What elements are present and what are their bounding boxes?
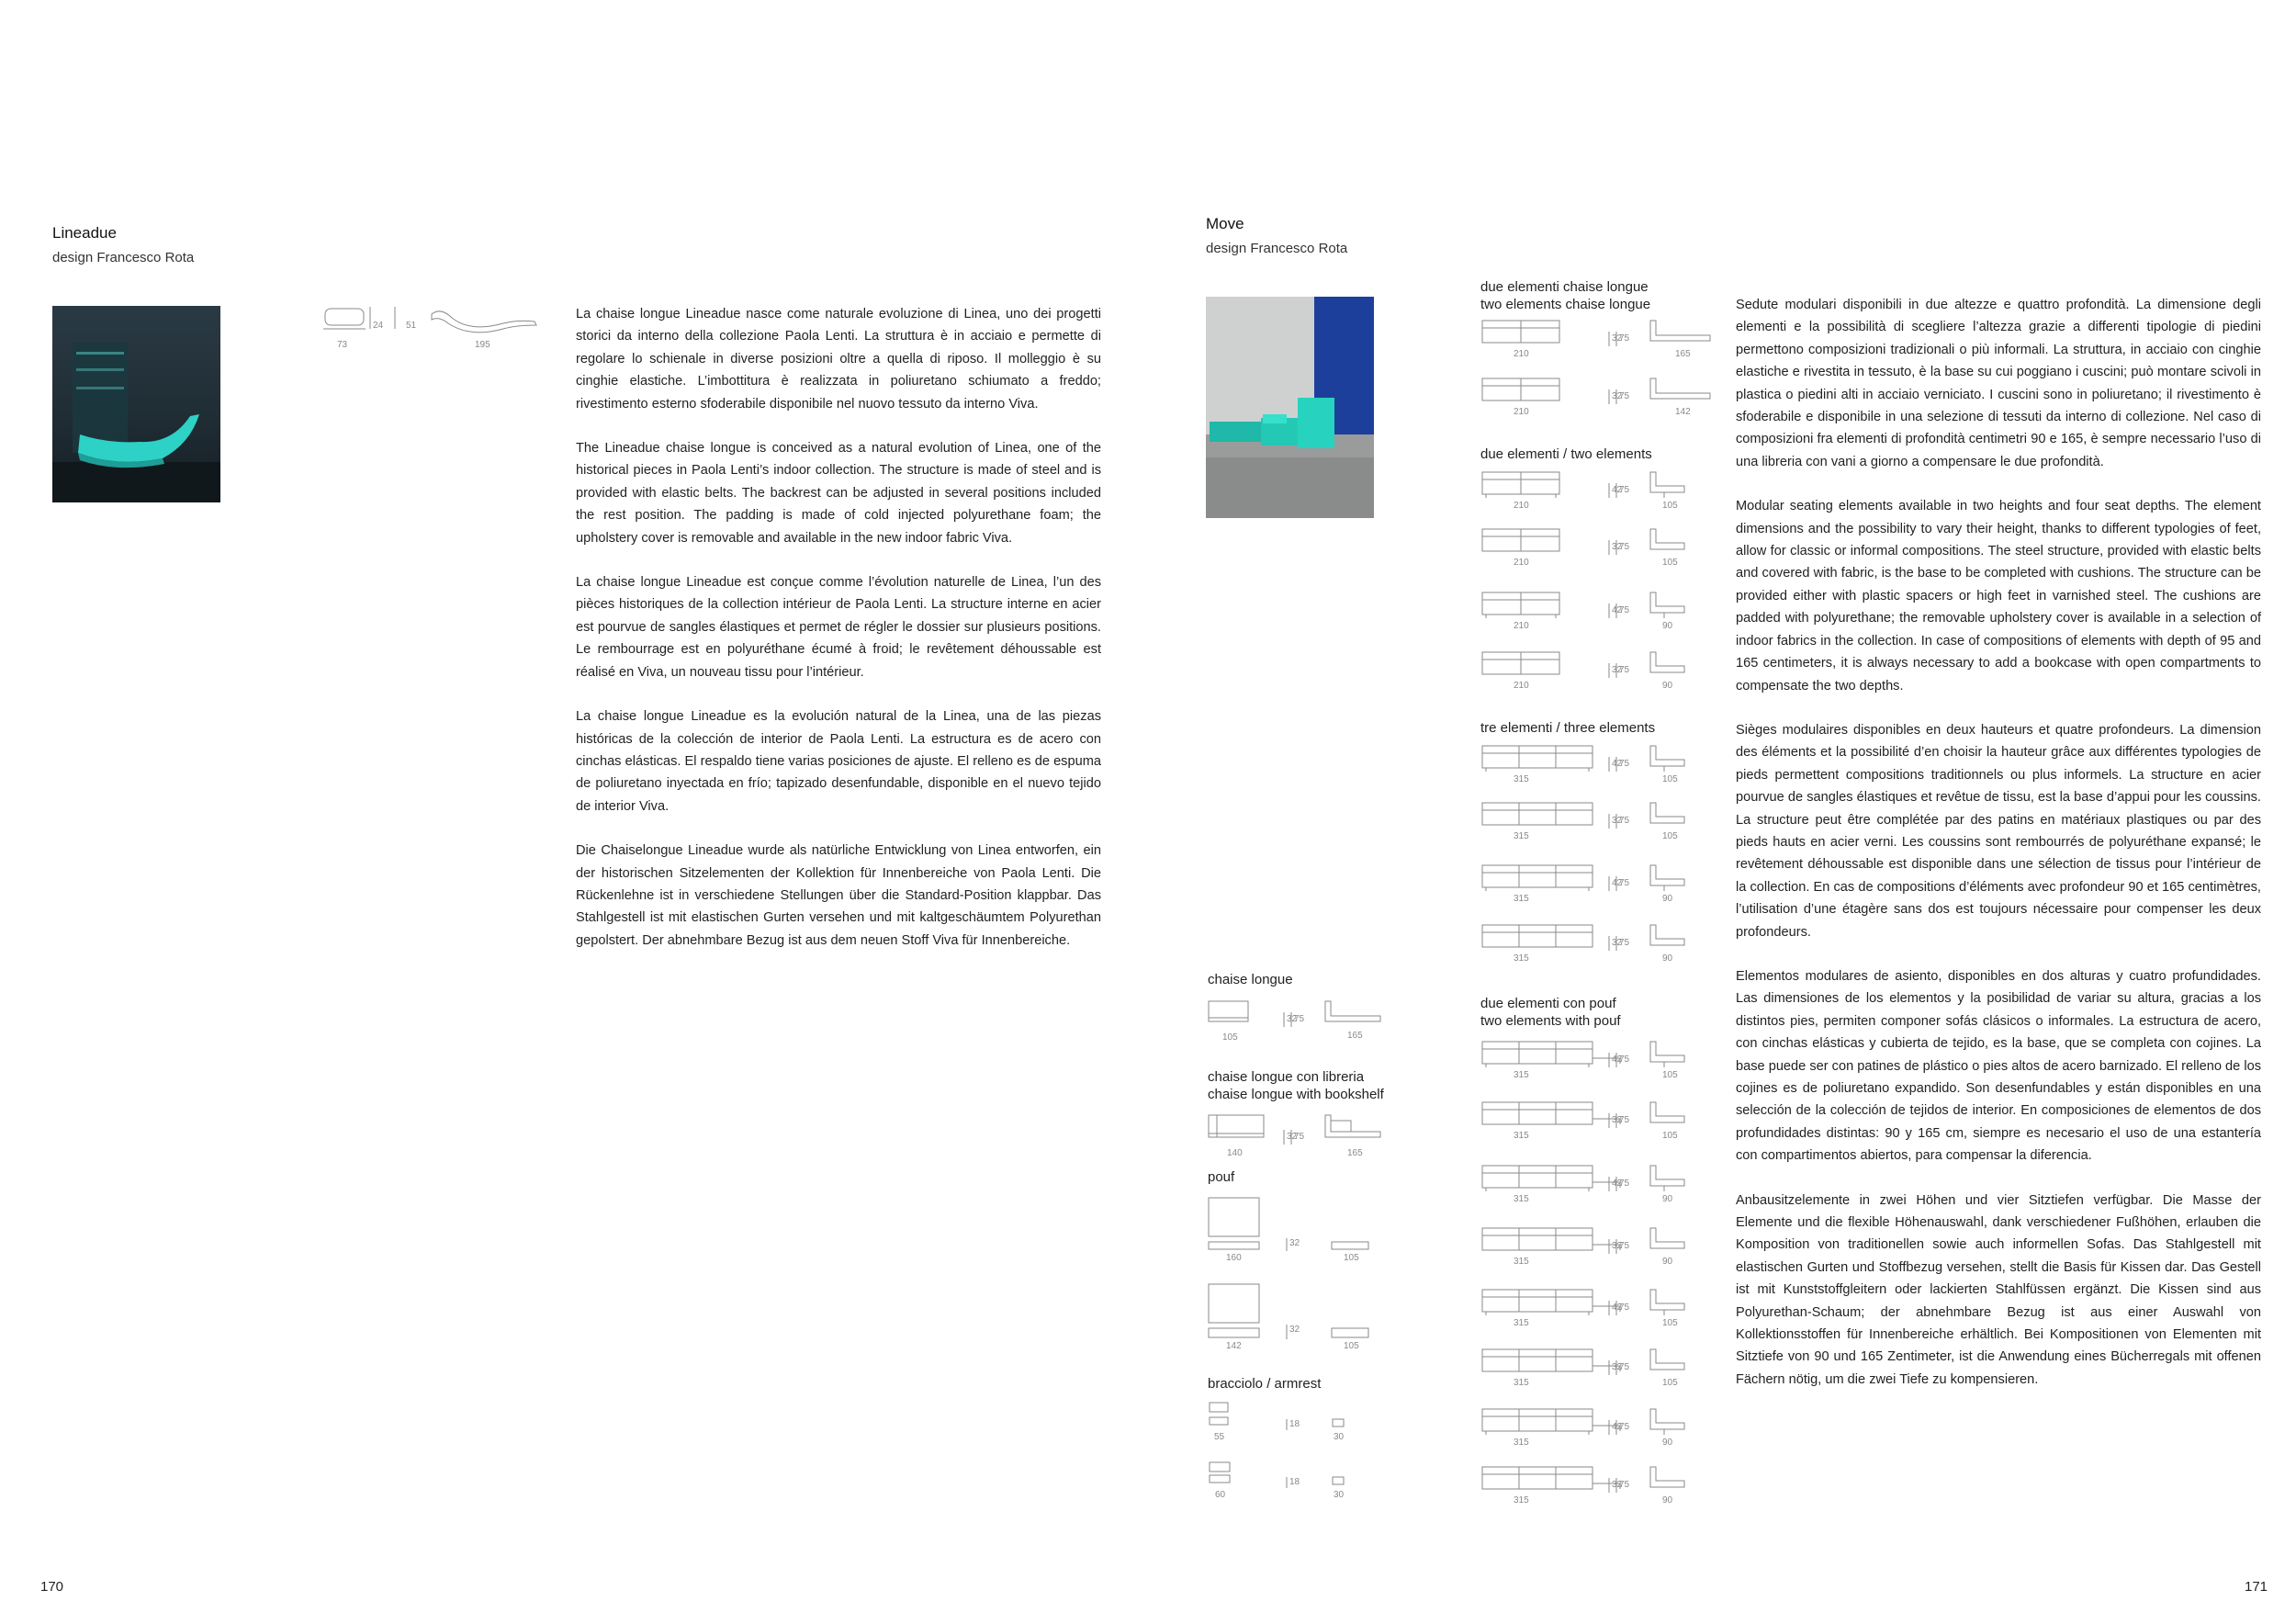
lineadue-paragraph-de: Die Chaiselongue Lineadue wurde als natürliche Entwicklung von Linea entworfen, ein der historischen Sitzelementen der Kollektion für Innenbereiche von Paola Lenti. Die Rückenlehne ist in verschiedene Stellungen über die Standard-Position klappbar. Das Stahlgestell ist mit elastischen Gurten versehen und mit kaltgeschäumtem Polyurethan gepolstert. Der abnehmbare Bezug ist aus dem neuen Stoff Viva für Innenbereiche. <box>576 843 1101 948</box>
pouf1-w: 160 <box>1226 1253 1242 1263</box>
lineadue-paragraph-en: The Lineadue chaise longue is conceived as a natural evolution of Linea, one of the historical pieces in Paola Lenti’s indoor collection. The structure is made of steel and is provided with elastic belts. The backrest can be adjusted in several positions included the rest position. The padding is made of cold injected polyurethane foam; the upholstery cover is removable and available in the new indoor fabric Viva. <box>576 441 1101 546</box>
s3-row-4 <box>1480 923 1719 969</box>
s2-row-4 <box>1480 650 1719 696</box>
s4-row-6-depth: 105 <box>1662 1378 1678 1388</box>
s2-row-1-h2: 75 <box>1619 485 1630 495</box>
s4-row-8-h2: 75 <box>1619 1480 1630 1490</box>
move-paragraph-de: Anbausitzelemente in zwei Höhen und vier Sitztiefen verfügbar. Die Masse der Elemente und die flexible Höhenauswahl, dank verschiedener Fußhöhen, erlauben die Komposition von traditionellen sowie auch informellen Sofas. Das Stahlgestell mit elastischen Gurten und Stoffbezug versehen, stellt die Basis für Kissen dar. Das Gestell ist mit Kunststoffgleitern oder lackierten Stahlfüssen ergänzt. Die Kissen sind aus Polyurethan-Schaum; der abnehmbare Bezug ist aus einer Auswahl von Kollektionsstoffen für Innenbereiche erhältlich. Bei Kompositionen von Elementen mit Sitztiefe von 90 und 165 Zentimeter, ist die Anwendung eines Bücherregals mit offenen Fächern nötig, um die zwei Tiefe zu kompensieren. <box>1736 1192 2261 1387</box>
s3-row-4-depth: 90 <box>1662 953 1673 964</box>
s2-label: due elementi / two elements <box>1480 446 1652 462</box>
s4-row-6-h2: 75 <box>1619 1362 1630 1372</box>
s4-row-4 <box>1480 1226 1719 1272</box>
s2-row-2-depth: 105 <box>1662 558 1678 568</box>
armrest2-w: 60 <box>1215 1490 1226 1500</box>
s3-row-2-depth: 105 <box>1662 831 1678 841</box>
armrest1-w: 55 <box>1214 1432 1225 1442</box>
s4-row-4-h2: 75 <box>1619 1241 1630 1251</box>
lineadue-title: Lineadue <box>52 224 117 242</box>
s4-label-it: due elementi con pouf <box>1480 996 1616 1011</box>
chaise-w: 105 <box>1222 1032 1238 1043</box>
s4-row-5-width: 315 <box>1514 1318 1529 1328</box>
s1-label-it: due elementi chaise longue <box>1480 279 1649 295</box>
s4-row-8-h1: 32 <box>1612 1480 1623 1490</box>
lineadue-photo <box>52 306 220 502</box>
s4-row-2-h2: 75 <box>1619 1115 1630 1125</box>
move-paragraph-en: Modular seating elements available in two heights and four seat depths. The element dimensions and the possibility to vary their height, thanks to different typologies of feet, allow for classic or informal compositions. The steel structure, provided with elastic belts and covered with fabric, is the base to be completed with cushions. The structure can be provided either with plastic spacers or high feet in varnished steel. The cushions are padded with polyurethane; the removable upholstery cover is available in a selection of indoor fabrics in the collection. In case of compositions of elements with depth of 95 and 165 centimeters, it is always necessary to add a bookcase with open compartments to compensate the two depths. <box>1736 499 2261 694</box>
s2-row-1 <box>1480 470 1719 516</box>
chaise-libreria-diagram <box>1206 1113 1390 1159</box>
s1-row-1-depth: 165 <box>1675 349 1691 359</box>
s1-row-2-h1: 32 <box>1612 391 1623 401</box>
lineadue-dim-h1: 24 <box>373 321 384 331</box>
move-description <box>1736 294 2261 1413</box>
s1-row-2-width: 210 <box>1514 407 1529 417</box>
s3-row-2-h1: 32 <box>1612 816 1623 826</box>
s1-row-2 <box>1480 377 1719 423</box>
move-designer: design Francesco Rota <box>1206 241 1348 256</box>
armrest2-d: 30 <box>1334 1490 1345 1500</box>
s4-row-2-depth: 105 <box>1662 1131 1678 1141</box>
chaise-h2: 75 <box>1294 1014 1305 1024</box>
pouf-label: pouf <box>1208 1169 1235 1185</box>
lineadue-dim-depth: 195 <box>475 340 490 350</box>
s4-row-3-depth: 90 <box>1662 1194 1673 1204</box>
lineadue-dimension-diagram <box>323 305 544 355</box>
lineadue-paragraph-es: La chaise longue Lineadue es la evolución natural de la Linea, una de las piezas históricas de la colección de interior de Paola Lenti. La estructura es de acero con cinchas elásticas. El respaldo tiene varias posiciones de ajuste. El relleno es de espuma de poliuretano inyectada en frío; tapizado desenfundable, disponible en el nuevo tejido de interior Viva. <box>576 709 1101 814</box>
s3-row-2 <box>1480 801 1719 847</box>
s3-row-3-width: 315 <box>1514 894 1529 904</box>
armrest1-d: 30 <box>1334 1432 1345 1442</box>
s2-row-3-width: 210 <box>1514 621 1529 631</box>
s1-row-1 <box>1480 319 1719 365</box>
s4-row-6-h1: 32 <box>1612 1362 1623 1372</box>
lineadue-dim-h2: 51 <box>406 321 417 331</box>
s4-row-8-depth: 90 <box>1662 1495 1673 1506</box>
s2-row-2-width: 210 <box>1514 558 1529 568</box>
lineadue-paragraph-fr: La chaise longue Lineadue est conçue comme l’évolution naturelle de Linea, l’un des pièces historiques de la collection intérieur de Paola Lenti. La structure interne en acier est pourvue de sangles élastiques et permet de régler le dossier sur plusieurs positions. Le rembourrage est en polyuréthane écumé à froid; le revêtement déhoussable est réalisé en Viva, un nouveau tissu pour l’intérieur. <box>576 575 1101 680</box>
s4-row-4-h1: 32 <box>1612 1241 1623 1251</box>
pouf2-w: 142 <box>1226 1341 1242 1351</box>
s4-row-3-h2: 75 <box>1619 1179 1630 1189</box>
armrest-diagram-2 <box>1206 1460 1390 1506</box>
s3-row-4-h2: 75 <box>1619 938 1630 948</box>
pouf2-h: 32 <box>1289 1325 1300 1335</box>
s4-row-8 <box>1480 1465 1719 1511</box>
lineadue-description <box>576 303 1101 974</box>
s4-row-1-h1: 42 <box>1612 1054 1623 1065</box>
lineadue-designer: design Francesco Rota <box>52 250 195 265</box>
s1-row-2-depth: 142 <box>1675 407 1691 417</box>
s4-row-2-width: 315 <box>1514 1131 1529 1141</box>
armrest-label: bracciolo / armrest <box>1208 1376 1322 1392</box>
s3-row-3 <box>1480 863 1719 909</box>
s1-label-en: two elements chaise longue <box>1480 297 1651 312</box>
move-title: Move <box>1206 215 1244 232</box>
page-number-right: 171 <box>2245 1579 2268 1595</box>
chaise-libreria-h1: 32 <box>1287 1132 1298 1142</box>
page-number-left: 170 <box>40 1579 64 1595</box>
s3-row-4-h1: 32 <box>1612 938 1623 948</box>
chaise-libreria-label-en: chaise longue with bookshelf <box>1208 1087 1384 1102</box>
s2-row-3-depth: 90 <box>1662 621 1673 631</box>
s2-row-2-h2: 75 <box>1619 542 1630 552</box>
s4-row-3-h1: 42 <box>1612 1179 1623 1189</box>
lineadue-dim-length: 73 <box>337 340 348 350</box>
armrest-diagram-1 <box>1206 1401 1390 1447</box>
s4-row-1-depth: 105 <box>1662 1070 1678 1080</box>
s3-row-3-depth: 90 <box>1662 894 1673 904</box>
s2-row-4-width: 210 <box>1514 681 1529 691</box>
s4-row-7-h1: 42 <box>1612 1422 1623 1432</box>
armrest1-h: 18 <box>1289 1419 1300 1429</box>
chaise-d: 165 <box>1347 1031 1363 1041</box>
s2-row-1-h1: 42 <box>1612 485 1623 495</box>
s2-row-3 <box>1480 591 1719 637</box>
s4-label-en: two elements with pouf <box>1480 1013 1621 1029</box>
s3-row-1-width: 315 <box>1514 774 1529 784</box>
pouf1-d: 105 <box>1344 1253 1359 1263</box>
s2-row-2 <box>1480 527 1719 573</box>
s3-row-2-width: 315 <box>1514 831 1529 841</box>
chaise-h1: 32 <box>1287 1014 1298 1024</box>
chaise-libreria-label-it: chaise longue con libreria <box>1208 1069 1365 1085</box>
move-paragraph-it: Sedute modulari disponibili in due altezze e quattro profondità. La dimensione degli elementi e la possibilità di scegliere l’altezza grazie a differenti tipologie di piedini permettono composizioni tradizionali o più informali. La struttura, in acciaio con cinghie elastiche e rivestita in tessuto, è la base su cui poggiano i cuscini; può montare scivoli in plastica o piedini alti in acciaio verniciato. I cuscini sono in poliuretano; il rivestimento è sfoderabile e disponibile in una selezione di tessuti da interno di collezione. Nel caso di composizioni fra elementi di profondità centimetri 90 e 165, è sempre necessario l’uso di una libreria con vani a giorno a compensare le due profondità. <box>1736 298 2261 469</box>
chaise-libreria-d: 165 <box>1347 1148 1363 1158</box>
s4-row-1 <box>1480 1040 1719 1086</box>
pouf2-d: 105 <box>1344 1341 1359 1351</box>
s4-row-6 <box>1480 1348 1719 1393</box>
move-paragraph-es: Elementos modulares de asiento, disponibles en dos alturas y cuatro profundidades. Las dimensiones de los elementos y la posibilidad de variar su altura, gracias a los distintos pies, permiten componer sofás clásicos o informales. La estructura de acero, con cinchas elásticas y cubierta de tejido, es la base, que se completa con cojines. La base puede ser con patines de plástico o pies altos de acero barnizado. El relleno de los cojines es de poliuretano expandido. Son desenfundables y están disponibles en una selección de la colección de tejidos de interior. En composiciones de elementos de dos profundidades distintas: 90 y 165 cm, siempre es necesario el uso de una estantería con compartimentos abiertos, para compensar la diferencia. <box>1736 968 2261 1164</box>
s4-row-5-h2: 75 <box>1619 1303 1630 1313</box>
s2-row-1-depth: 105 <box>1662 501 1678 511</box>
s4-row-3 <box>1480 1164 1719 1210</box>
s4-row-5-h1: 42 <box>1612 1303 1623 1313</box>
s4-row-5-depth: 105 <box>1662 1318 1678 1328</box>
s4-row-5 <box>1480 1288 1719 1334</box>
s3-row-4-width: 315 <box>1514 953 1529 964</box>
s4-row-2-h1: 32 <box>1612 1115 1623 1125</box>
s4-row-7 <box>1480 1407 1719 1453</box>
move-photo <box>1206 297 1374 518</box>
pouf-diagram-1 <box>1206 1196 1390 1265</box>
s4-row-7-depth: 90 <box>1662 1438 1673 1448</box>
pouf-diagram-2 <box>1206 1282 1390 1356</box>
s4-row-3-width: 315 <box>1514 1194 1529 1204</box>
s2-row-3-h1: 42 <box>1612 605 1623 615</box>
s4-row-1-h2: 75 <box>1619 1054 1630 1065</box>
chaise-libreria-h2: 75 <box>1294 1132 1305 1142</box>
pouf1-h: 32 <box>1289 1238 1300 1248</box>
s1-row-2-h2: 75 <box>1619 391 1630 401</box>
s2-row-2-h1: 32 <box>1612 542 1623 552</box>
s3-row-3-h2: 75 <box>1619 878 1630 888</box>
s3-row-3-h1: 42 <box>1612 878 1623 888</box>
s2-row-1-width: 210 <box>1514 501 1529 511</box>
s2-row-3-h2: 75 <box>1619 605 1630 615</box>
s4-row-1-width: 315 <box>1514 1070 1529 1080</box>
s4-row-4-depth: 90 <box>1662 1257 1673 1267</box>
chaise-libreria-w: 140 <box>1227 1148 1243 1158</box>
s1-row-1-h1: 32 <box>1612 333 1623 344</box>
s1-row-1-h2: 75 <box>1619 333 1630 344</box>
s2-row-4-h2: 75 <box>1619 665 1630 675</box>
move-paragraph-fr: Sièges modulaires disponibles en deux hauteurs et quatre profondeurs. La dimension des éléments et la possibilité d’en choisir la hauteur grâce aux différentes typologies de pieds permettent compositions traditionnels ou plus informels. La structure en acier pourvue de sangles élastiques et revêtue de tissu, est la base d’appui pour les coussins. La structure peut être complétée par des patins en matériaux plastiques ou par des pieds hauts en acier verni. Les coussins sont rembourrés de polyuréthane expansé; le revêtement déhoussable est disponible dans une sélection de tissus pour l’intérieur de la collection. En cas de compositions d’éléments avec profondeur 90 et 165 centimètres, l’utilisation d’une étagère sans dos est toujours nécessaire pour compenser les deux profondeurs. <box>1736 722 2261 940</box>
s3-row-2-h2: 75 <box>1619 816 1630 826</box>
s4-row-6-width: 315 <box>1514 1378 1529 1388</box>
s3-label: tre elementi / three elements <box>1480 720 1656 736</box>
s4-row-2 <box>1480 1100 1719 1146</box>
s2-row-4-h1: 32 <box>1612 665 1623 675</box>
lineadue-paragraph-it: La chaise longue Lineadue nasce come naturale evoluzione di Linea, uno dei progetti storici da interno della collezione Paola Lenti. La struttura è in acciaio e permette di regolare lo schienale in diverse posizioni oltre a quella di riposo. Il molleggio è su cinghie elastiche. L’imbottitura è realizzata in poliuretano schiumato a freddo; rivestimento esterno sfoderabile disponibile nel nuovo tessuto da interno Viva. <box>576 307 1101 412</box>
s4-row-7-h2: 75 <box>1619 1422 1630 1432</box>
s3-row-1 <box>1480 744 1719 790</box>
chaise-longue-label: chaise longue <box>1208 972 1293 987</box>
s1-row-1-width: 210 <box>1514 349 1529 359</box>
armrest2-h: 18 <box>1289 1477 1300 1487</box>
s3-row-1-depth: 105 <box>1662 774 1678 784</box>
s4-row-7-width: 315 <box>1514 1438 1529 1448</box>
chaise-longue-diagram <box>1206 999 1390 1041</box>
s4-row-8-width: 315 <box>1514 1495 1529 1506</box>
s4-row-4-width: 315 <box>1514 1257 1529 1267</box>
s3-row-1-h2: 75 <box>1619 759 1630 769</box>
s3-row-1-h1: 42 <box>1612 759 1623 769</box>
s2-row-4-depth: 90 <box>1662 681 1673 691</box>
